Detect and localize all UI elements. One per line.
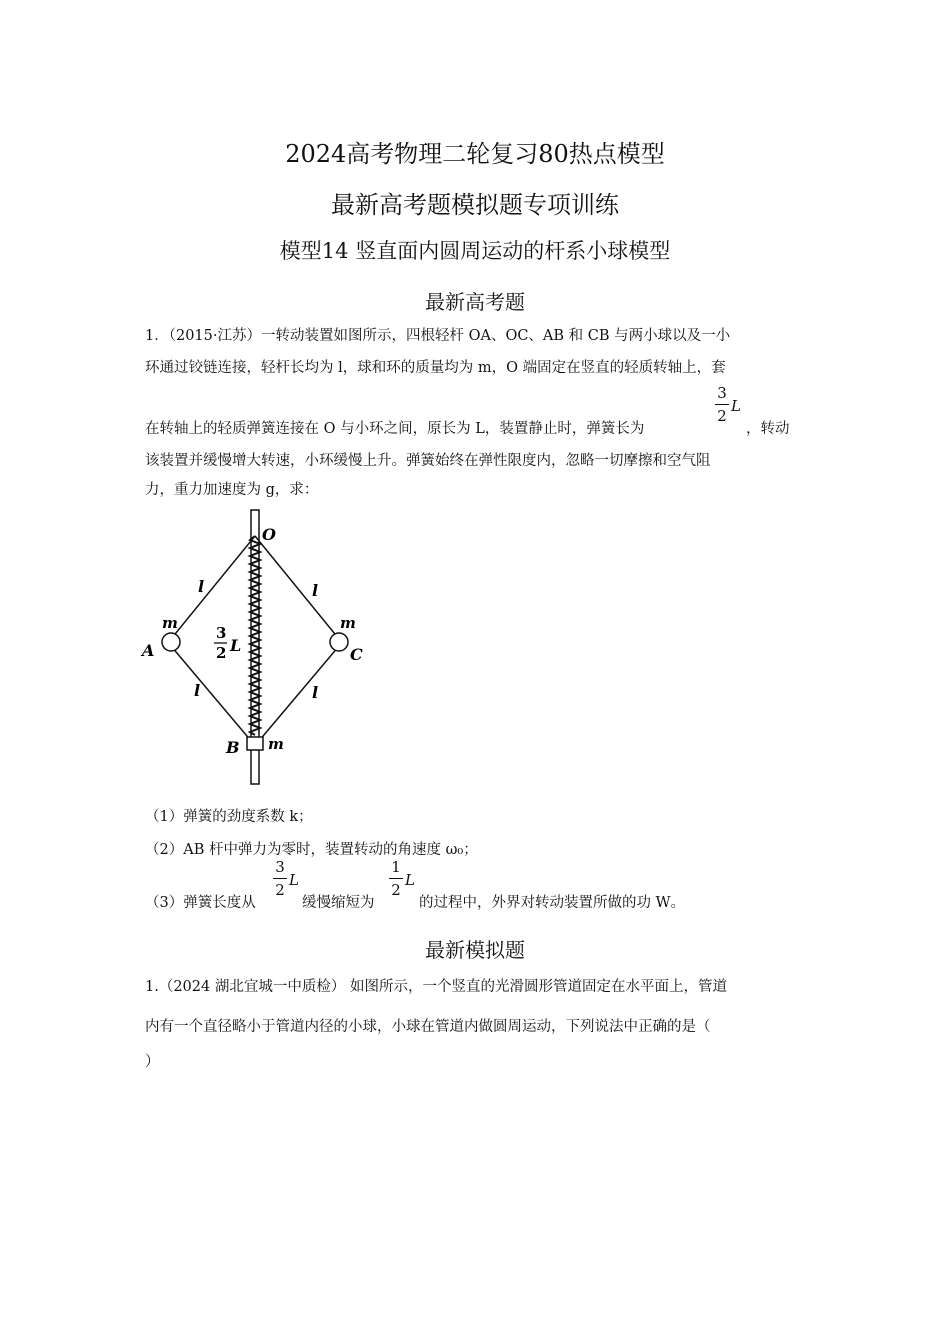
rod-AB — [171, 646, 252, 742]
ring-B — [247, 737, 263, 750]
label-l-AB: l — [194, 681, 201, 700]
q1-line-5: 力，重力加速度为 g，求： — [145, 482, 319, 498]
rod-OA — [171, 536, 255, 639]
label-O: O — [262, 525, 276, 544]
fraction-bar — [389, 878, 403, 879]
q1-sub-3b: 缓慢缩短为 — [302, 895, 375, 911]
label-C: C — [350, 645, 363, 664]
fraction-bar — [715, 404, 729, 405]
title-line-2: 最新高考题模拟题专项训练 — [331, 191, 619, 219]
q1-sub-3a: （3）弹簧长度从 — [145, 895, 256, 911]
label-l-OC: l — [312, 581, 319, 600]
title-line-3: 模型14 竖直面内圆周运动的杆系小球模型 — [279, 239, 671, 263]
fraction-numerator: 3 — [717, 384, 727, 402]
label-m-A: m — [162, 614, 178, 632]
section-heading-exam: 最新高考题 — [425, 290, 525, 314]
ball-A — [162, 633, 180, 651]
rod-CB — [258, 646, 339, 742]
q1-line-3a: 在转轴上的轻质弹簧连接在 O 与小环之间，原长为 L，装置静止时，弹簧长为 — [145, 421, 645, 437]
section-heading-mock: 最新模拟题 — [425, 938, 525, 962]
label-B: B — [226, 738, 240, 757]
label-l-OA: l — [198, 577, 205, 596]
fraction-one-half-L — [389, 858, 403, 899]
q1-sub-1: （1）弹簧的劲度系数 k； — [145, 809, 313, 825]
rod-OC — [255, 536, 339, 639]
fraction-denominator: 2 — [275, 881, 285, 899]
fraction-numerator: 1 — [391, 858, 401, 876]
q2-line-3: ） — [145, 1054, 160, 1070]
q1-sub-3c: 的过程中，外界对转动装置所做的功 W。 — [419, 895, 686, 911]
label-frac-var: L — [230, 636, 242, 655]
q1-line-4: 该装置并缓慢增大转速，小环缓慢上升。弹簧始终在弹性限度内，忽略一切摩擦和空气阻 — [145, 453, 711, 469]
q1-line-1: 1．（2015·江苏）一转动装置如图所示，四根轻杆 OA、OC、AB 和 CB 与两小球以及一小 — [145, 328, 731, 344]
fraction-three-halves-L-2 — [273, 858, 287, 899]
fraction-denominator: 2 — [717, 407, 727, 425]
q1-line-3b: ，转动 — [746, 421, 790, 437]
label-l-CB: l — [312, 683, 319, 702]
q1-sub-2: （2）AB 杆中弹力为零时，装置转动的角速度 ω₀； — [145, 842, 478, 858]
ball-C — [330, 633, 348, 651]
q1-line-2: 环通过铰链连接，轻杆长均为 l，球和环的质量均为 m，O 端固定在竖直的轻质转轴上，套 — [145, 360, 726, 376]
fraction-numerator: 3 — [275, 858, 285, 876]
fraction-bar — [273, 878, 287, 879]
label-m-B: m — [268, 735, 284, 753]
label-frac-den: 2 — [216, 644, 227, 662]
label-A: A — [142, 641, 155, 660]
fraction-variable: L — [289, 871, 299, 889]
fraction-variable: L — [731, 397, 741, 415]
label-m-C: m — [340, 614, 356, 632]
title-line-1: 2024高考物理二轮复习80热点模型 — [285, 140, 665, 168]
fraction-variable: L — [405, 871, 415, 889]
label-frac-num: 3 — [216, 624, 227, 642]
q2-line-1: 1.（2024 湖北宜城一中质检） 如图所示，一个竖直的光滑圆形管道固定在水平面上，管道 — [145, 979, 727, 995]
q2-line-2: 内有一个直径略小于管道内径的小球，小球在管道内做圆周运动，下列说法中正确的是（ — [145, 1019, 711, 1035]
fraction-three-halves-L — [715, 384, 729, 425]
fraction-denominator: 2 — [391, 881, 401, 899]
rotating-device-diagram — [140, 508, 380, 788]
